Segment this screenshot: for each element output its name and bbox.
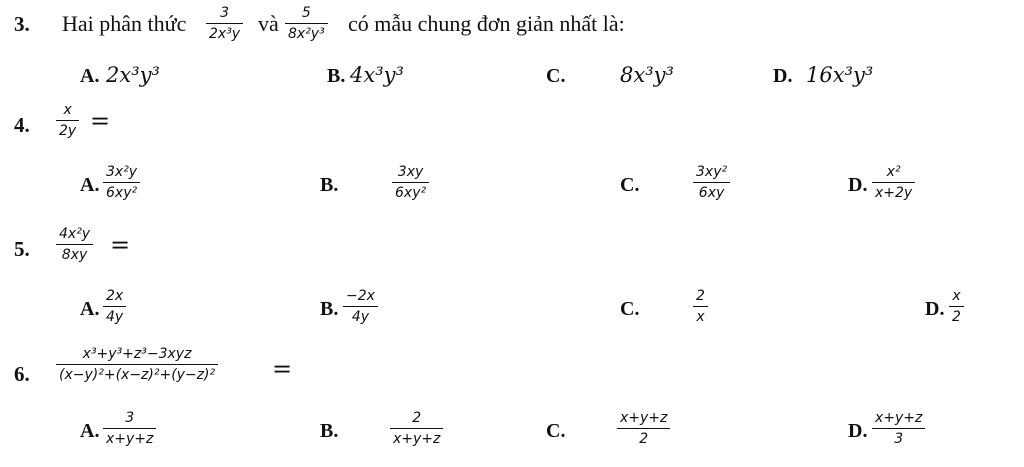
option-label: C. bbox=[546, 420, 566, 442]
denominator: 4y bbox=[343, 306, 378, 325]
denominator: (x−y)²+(x−z)²+(y−z)² bbox=[56, 364, 218, 383]
option-value: 4x³y³ bbox=[350, 63, 404, 87]
numerator: −2x bbox=[346, 288, 375, 304]
denominator: x+2y bbox=[872, 182, 915, 201]
option-label: B. bbox=[327, 65, 346, 87]
denominator: 3 bbox=[872, 428, 925, 447]
option-label: C. bbox=[620, 174, 640, 196]
option-label: B. bbox=[320, 174, 339, 196]
question-number: 4. bbox=[14, 113, 30, 137]
option-label: D. bbox=[925, 298, 945, 320]
denominator: 8xy bbox=[56, 244, 93, 263]
denominator: 2y bbox=[56, 120, 79, 139]
denominator: 8x²y³ bbox=[285, 23, 328, 42]
numerator: 5 bbox=[301, 5, 311, 21]
denominator: x bbox=[693, 306, 708, 325]
denominator: 2 bbox=[617, 428, 670, 447]
fraction bbox=[206, 5, 243, 42]
numerator: 4x²y bbox=[59, 226, 91, 242]
denominator: x+y+z bbox=[390, 428, 443, 447]
option-fraction bbox=[872, 164, 915, 201]
option-label: D. bbox=[848, 420, 868, 442]
numerator: x bbox=[63, 102, 72, 118]
option-label: D. bbox=[848, 174, 868, 196]
numerator: 3 bbox=[125, 410, 135, 426]
question-number: 5. bbox=[14, 237, 30, 261]
option-label: C. bbox=[546, 65, 566, 87]
option-value: 2x³y³ bbox=[106, 63, 160, 87]
numerator: 3xy bbox=[397, 164, 424, 180]
option-fraction bbox=[693, 164, 730, 201]
option-fraction bbox=[390, 410, 443, 447]
question-number: 3. bbox=[14, 12, 30, 36]
denominator: 6xy bbox=[693, 182, 730, 201]
option-label: B. bbox=[320, 420, 339, 442]
denominator: 4y bbox=[103, 306, 126, 325]
option-label: A. bbox=[80, 65, 100, 87]
option-fraction bbox=[103, 164, 140, 201]
option-label: A. bbox=[80, 298, 100, 320]
option-label: C. bbox=[620, 298, 640, 320]
denominator: 6xy² bbox=[103, 182, 140, 201]
option-fraction bbox=[949, 288, 964, 325]
option-fraction bbox=[103, 288, 126, 325]
fraction bbox=[285, 5, 328, 42]
option-fraction bbox=[392, 164, 429, 201]
numerator: x³+y³+z³−3xyz bbox=[82, 346, 192, 362]
fraction bbox=[56, 346, 218, 383]
option-value: 8x³y³ bbox=[620, 63, 674, 87]
equals-sign: = bbox=[272, 355, 293, 383]
option-fraction bbox=[617, 410, 670, 447]
numerator: x bbox=[952, 288, 961, 304]
numerator: 3x²y bbox=[106, 164, 138, 180]
option-fraction bbox=[343, 288, 378, 325]
option-label: A. bbox=[80, 420, 100, 442]
option-label: B. bbox=[320, 298, 339, 320]
option-fraction bbox=[872, 410, 925, 447]
option-label: A. bbox=[80, 174, 100, 196]
fraction bbox=[56, 102, 79, 139]
numerator: 2x bbox=[106, 288, 124, 304]
question-number: 6. bbox=[14, 362, 30, 386]
fraction bbox=[56, 226, 93, 263]
numerator: x² bbox=[886, 164, 901, 180]
numerator: x+y+z bbox=[620, 410, 668, 426]
denominator: 2 bbox=[949, 306, 964, 325]
numerator: 3 bbox=[220, 5, 229, 21]
denominator: 6xy² bbox=[392, 182, 429, 201]
numerator: 2 bbox=[412, 410, 422, 426]
equals-sign: = bbox=[90, 107, 111, 135]
equals-sign: = bbox=[110, 231, 131, 259]
denominator: x+y+z bbox=[103, 428, 156, 447]
option-label: D. bbox=[773, 65, 793, 87]
denominator: 2x³y bbox=[206, 23, 243, 42]
numerator: 2 bbox=[696, 288, 705, 304]
option-fraction bbox=[693, 288, 708, 325]
option-value: 16x³y³ bbox=[806, 63, 874, 87]
question-text-prefix: Hai phân thức bbox=[62, 11, 187, 36]
question-text-suffix: có mẫu chung đơn giản nhất là: bbox=[348, 11, 625, 36]
numerator: x+y+z bbox=[875, 410, 923, 426]
option-fraction bbox=[103, 410, 156, 447]
question-text-mid: và bbox=[258, 11, 279, 36]
numerator: 3xy² bbox=[696, 164, 728, 180]
